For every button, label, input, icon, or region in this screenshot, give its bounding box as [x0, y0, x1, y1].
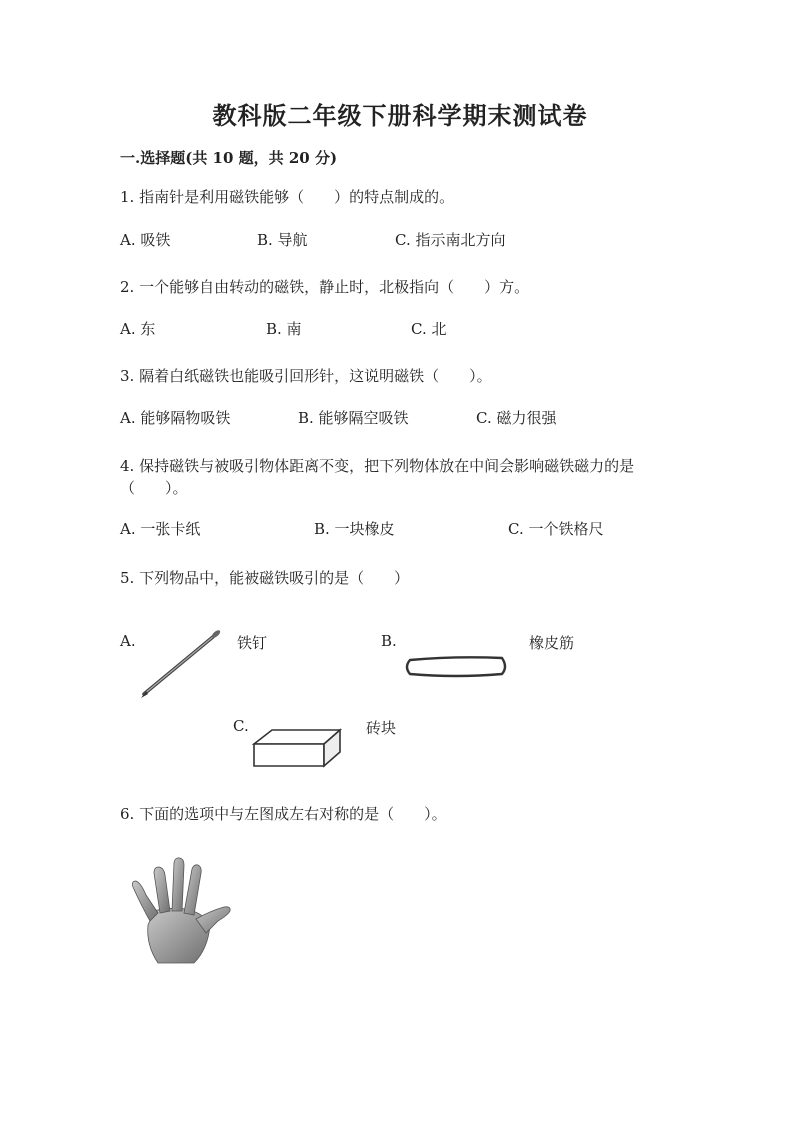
- page-title: 教科版二年级下册科学期末测试卷: [212, 101, 588, 130]
- section-heading: 一.选择题(共 10 题，共 20 分): [120, 149, 338, 167]
- q3-option-a: A. 能够隔物吸铁: [120, 409, 231, 427]
- q4-option-b: B. 一块橡皮: [314, 520, 395, 538]
- q5-option-b: B.: [381, 632, 397, 650]
- q2-option-a: A. 东: [120, 320, 156, 338]
- question-2: 2. 一个能够自由转动的磁铁，静止时，北极指向（ ）方。: [120, 278, 530, 296]
- iron-nail-image: [138, 628, 224, 700]
- question-1: 1. 指南针是利用磁铁能够（ ）的特点制成的。: [120, 188, 455, 206]
- rubber-band-image: [400, 652, 512, 682]
- q5-item-nail-label: 铁钉: [237, 634, 268, 652]
- q2-option-b: B. 南: [266, 320, 302, 338]
- question-5: 5. 下列物品中，能被磁铁吸引的是（ ）: [120, 569, 410, 587]
- q2-option-c: C. 北: [411, 320, 447, 338]
- q3-option-b: B. 能够隔空吸铁: [298, 409, 409, 427]
- brick-image: [250, 722, 344, 770]
- q5-item-rubber-band-label: 橡皮筋: [529, 634, 575, 652]
- q5-item-brick-label: 砖块: [366, 719, 397, 737]
- q3-option-c: C. 磁力很强: [476, 409, 557, 427]
- question-6: 6. 下面的选项中与左图成左右对称的是（ ）。: [120, 805, 447, 823]
- q1-option-a: A. 吸铁: [120, 231, 171, 249]
- hand-image: [128, 855, 236, 967]
- q1-option-c: C. 指示南北方向: [395, 231, 506, 249]
- q4-option-c: C. 一个铁格尺: [508, 520, 604, 538]
- q5-option-c: C.: [233, 717, 249, 735]
- question-3: 3. 隔着白纸磁铁也能吸引回形针，这说明磁铁（ ）。: [120, 367, 492, 385]
- q5-option-a: A.: [120, 632, 136, 650]
- q4-option-a: A. 一张卡纸: [120, 520, 201, 538]
- q1-option-b: B. 导航: [257, 231, 308, 249]
- question-4: 4. 保持磁铁与被吸引物体距离不变，把下列物体放在中间会影响磁铁磁力的是（ ）。: [120, 457, 635, 497]
